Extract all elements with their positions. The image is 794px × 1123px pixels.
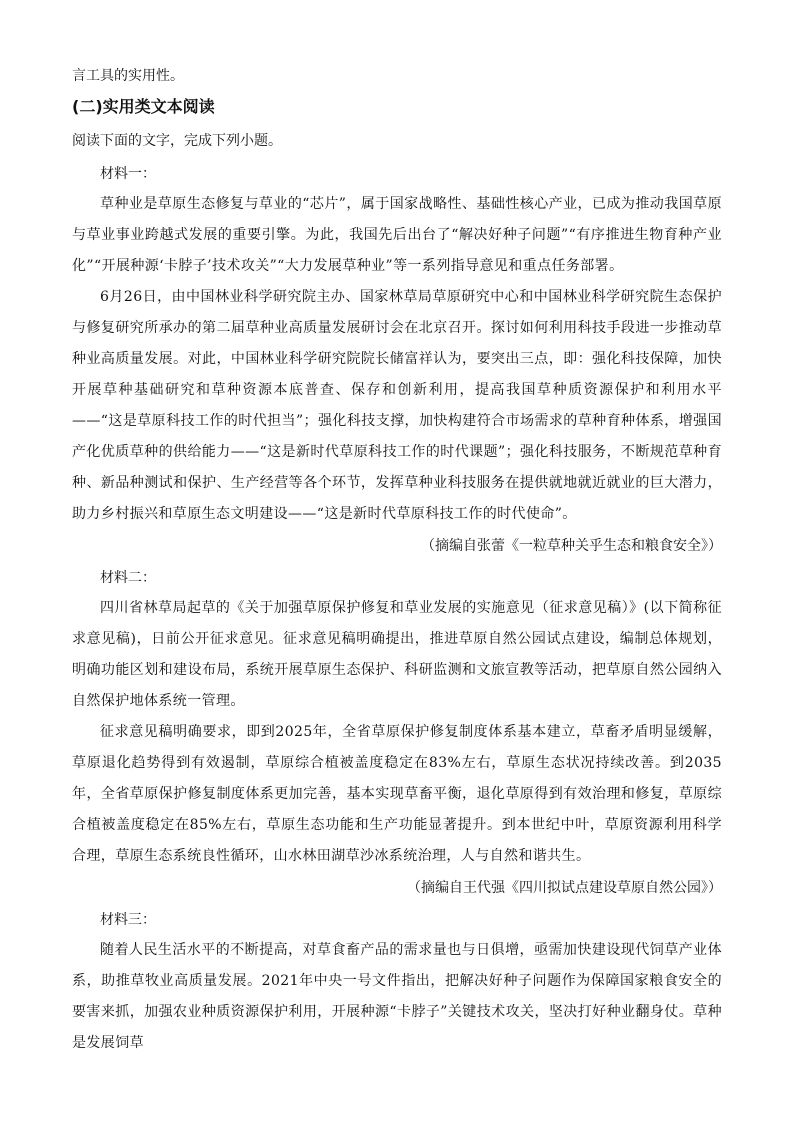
material1-paragraph-2: 6月26日，由中国林业科学研究院主办、国家林草局草原研究中心和中国林业科学研究院生态保护与修复研究所承办的第二届草种业高质量发展研讨会在北京召开。探讨如何利用科技手段进一步推动草种业高质量发展。对此，中国林业科学研究院院长储富祥认为，要突出三点，即：强化科技保障，加快开展草种基础研究和草种资源本底普查、保存和创新利用，提高我国草种质资源保护和利用水平——“这是草原科技工作的时代担当”；强化科技支撑，加快构建符合市场需求的草种育种体系，增强国产化优质草种的供给能力——“这是新时代草原科技工作的时代课题”；强化科技服务，不断规范草种育种、新品种测试和保护、生产经营等各个环节，发挥草种业科技服务在提供就地就近就业的巨大潜力，助力乡村振兴和草原生态文明建设——“这是新时代草原科技工作的时代使命”。 <box>72 289 722 522</box>
material3-label: 材料三： <box>100 912 156 928</box>
material1-source: （摘编自张蕾《一粒草种关乎生态和粮食安全》） <box>421 538 722 554</box>
material1-paragraph-1: 草种业是草原生态修复与草业的“芯片”，属于国家战略性、基础性核心产业，已成为推动我国草原与草业事业跨越式发展的重要引擎。为此，我国先后出台了“解决好种子问题”“有序推进生物育种产业化”“开展种源‘卡脖子’技术攻关”“大力发展草种业”等一系列指导意见和重点任务部署。 <box>72 196 722 274</box>
material2-source: （摘编自王代强《四川拟试点建设草原自然公园》） <box>407 880 722 896</box>
material2-label: 材料二： <box>100 570 156 586</box>
section-heading: (二)实用类文本阅读 <box>72 97 215 116</box>
lead-line: 言工具的实用性。 <box>72 68 184 84</box>
instruction-text: 阅读下面的文字，完成下列小题。 <box>72 133 282 149</box>
material3-paragraph-1: 随着人民生活水平的不断提高，对草食畜产品的需求量也与日俱增，亟需加快建设现代饲草产业体系，助推草牧业高质量发展。2021年中央一号文件指出，把解决好种子问题作为保障国家粮食安全的要害来抓，加强农业种质资源保护利用，开展种源“卡脖子”关键技术攻关，坚决打好种业翻身仗。草种是发展饲草 <box>72 942 722 1051</box>
material2-paragraph-1: 四川省林草局起草的《关于加强草原保护修复和草业发展的实施意见（征求意见稿）》(以下简称征求意见稿)，日前公开征求意见。征求意见稿明确提出，推进草原自然公园试点建设，编制总体规划，明确功能区划和建设布局，系统开展草原生态保护、科研监测和文旅宣教等活动，把草原自然公园纳入自然保护地体系统一管理。 <box>72 600 722 709</box>
material1-label: 材料一： <box>100 166 156 182</box>
material2-paragraph-2: 征求意见稿明确要求，即到2025年，全省草原保护修复制度体系基本建立，草畜矛盾明显缓解，草原退化趋势得到有效遏制，草原综合植被盖度稳定在83%左右，草原生态状况持续改善。到2035年，全省草原保护修复制度体系更加完善，基本实现草畜平衡，退化草原得到有效治理和修复，草原综合植被盖度稳定在85%左右，草原生态功能和生产功能显著提升。到本世纪中叶，草原资源利用科学合理，草原生态系统良性循环，山水林田湖草沙冰系统治理，人与自然和谐共生。 <box>72 724 722 864</box>
